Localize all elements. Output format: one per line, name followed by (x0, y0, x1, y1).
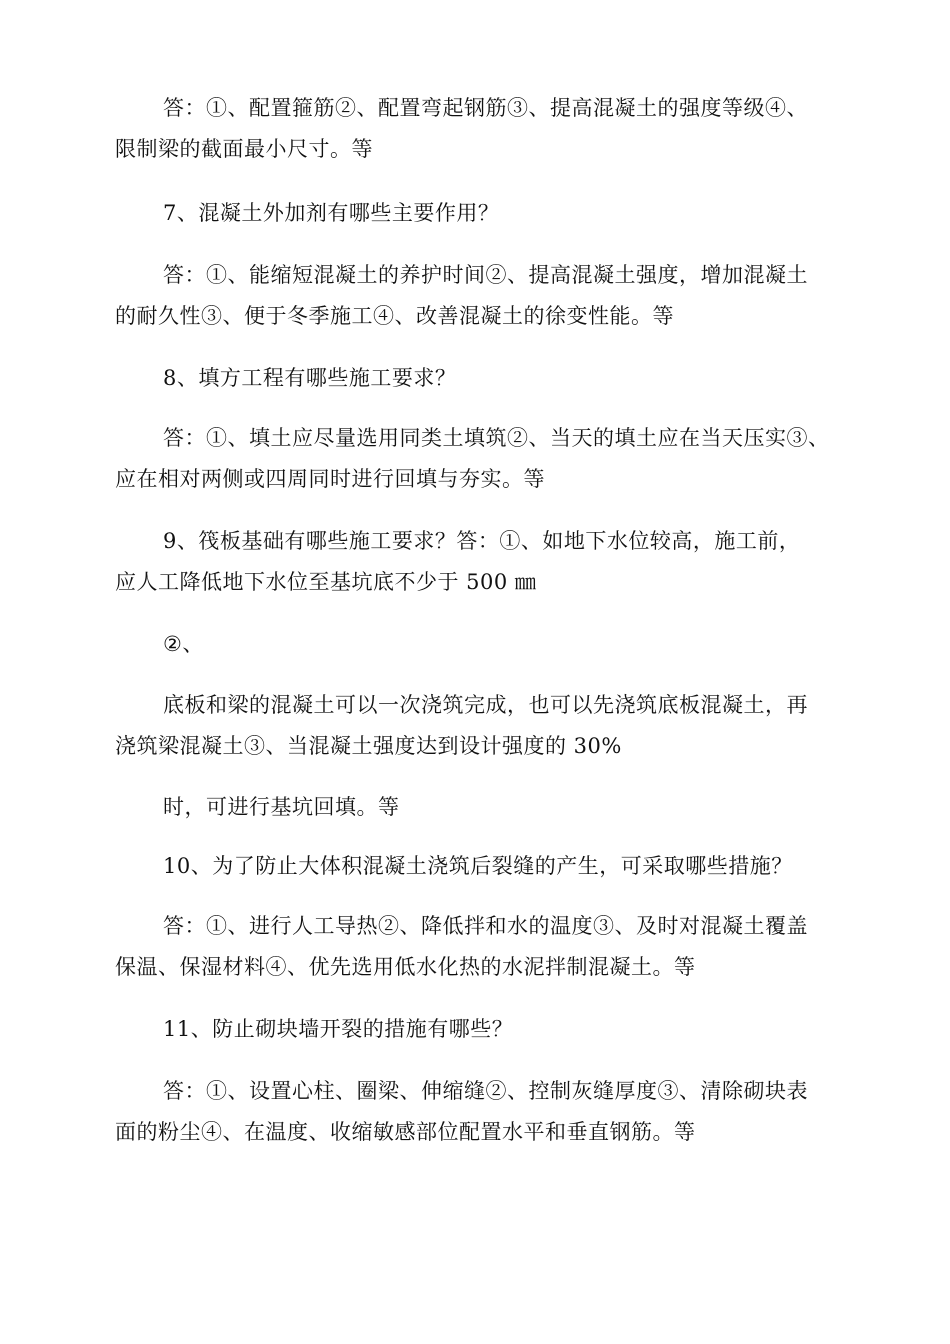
text-line: 7、混凝土外加剂有哪些主要作用？ (163, 201, 500, 225)
text-line: 答：①、配置箍筋②、配置弯起钢筋③、提高混凝土的强度等级④、 (163, 96, 808, 120)
text-line: 答：①、设置心柱、圈梁、伸缩缝②、控制灰缝厚度③、清除砌块表 (163, 1079, 808, 1103)
answer-paragraph-8 (115, 418, 850, 500)
answer-paragraph-7 (115, 255, 850, 337)
answer-paragraph-10 (115, 906, 850, 988)
text-line: 应在相对两侧或四周同时进行回填与夯实。等 (115, 467, 545, 491)
text-line: 11、防止砌块墙开裂的措施有哪些？ (163, 1017, 514, 1041)
text-line: 9、筏板基础有哪些施工要求？答：①、如地下水位较高，施工前， (163, 529, 801, 553)
text-line: 底板和梁的混凝土可以一次浇筑完成，也可以先浇筑底板混凝土，再 (163, 693, 808, 717)
question-paragraph-11 (115, 1009, 850, 1050)
answer-paragraph-9 (115, 685, 850, 767)
text-line: 答：①、能缩短混凝土的养护时间②、提高混凝土强度，增加混凝土 (163, 263, 808, 287)
text-line: 答：①、填土应尽量选用同类土填筑②、当天的填土应在当天压实③、 (163, 426, 830, 450)
text-line: 8、填方工程有哪些施工要求？ (163, 366, 457, 390)
text-line: 时，可进行基坑回填。等 (163, 795, 400, 819)
text-line: 10、为了防止大体积混凝土浇筑后裂缝的产生，可采取哪些措施？ (163, 854, 793, 878)
question-paragraph-10 (115, 846, 850, 887)
answer-item-2 (115, 624, 850, 665)
question-paragraph-9 (115, 521, 850, 603)
text-line: 应人工降低地下水位至基坑底不少于 500 ㎜ (115, 570, 537, 594)
text-line: 面的粉尘④、在温度、收缩敏感部位配置水平和垂直钢筋。等 (115, 1120, 696, 1144)
text-line: ②、 (163, 632, 204, 656)
text-line: 答：①、进行人工导热②、降低拌和水的温度③、及时对混凝土覆盖 (163, 914, 808, 938)
text-line: 限制梁的截面最小尺寸。等 (115, 137, 373, 161)
answer-paragraph-9-end (115, 787, 850, 828)
text-line: 的耐久性③、便于冬季施工④、改善混凝土的徐变性能。等 (115, 304, 674, 328)
question-paragraph-7 (115, 193, 850, 234)
text-line: 保温、保湿材料④、优先选用低水化热的水泥拌制混凝土。等 (115, 955, 696, 979)
answer-paragraph-11 (115, 1071, 850, 1153)
answer-paragraph-6 (115, 88, 850, 170)
text-line: 浇筑梁混凝土③、当混凝土强度达到设计强度的 30% (115, 734, 622, 758)
question-paragraph-8 (115, 358, 850, 399)
